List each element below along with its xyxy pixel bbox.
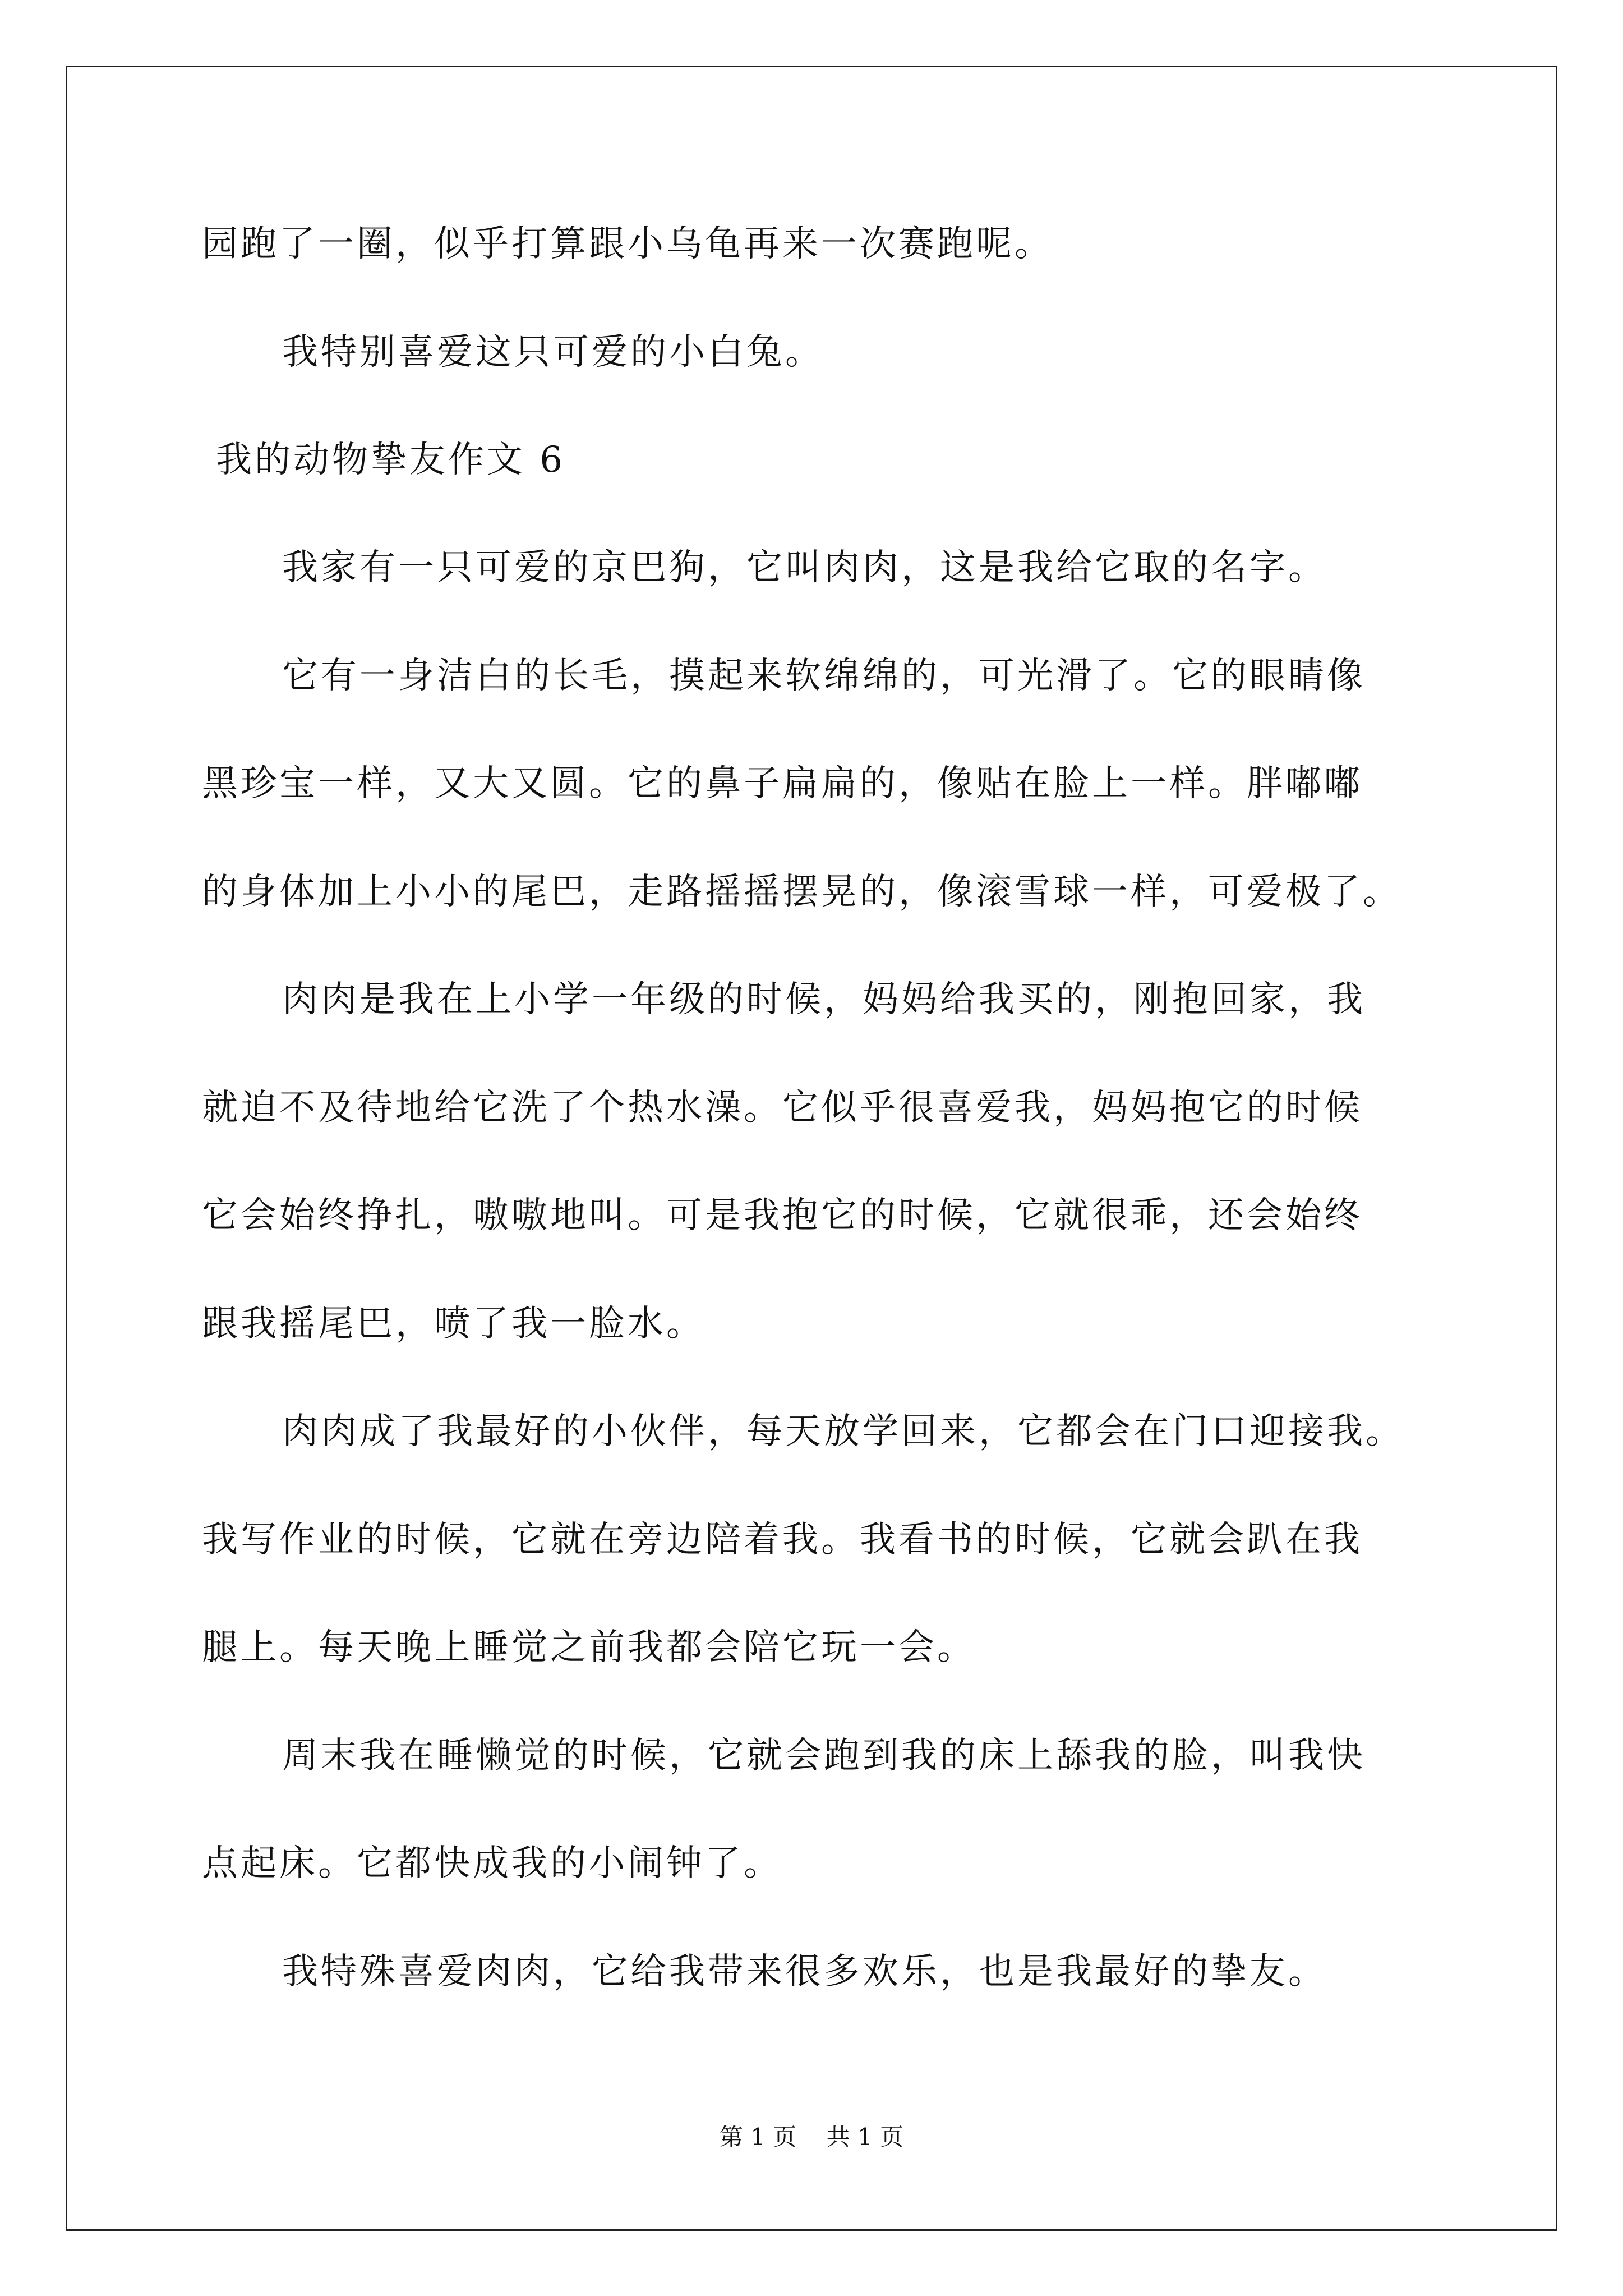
page-frame <box>66 66 1557 2231</box>
text-line: 它有一身洁白的长毛，摸起来软绵绵的，可光滑了。它的眼睛像 <box>282 655 1366 697</box>
text-line: 的身体加上小小的尾巴，走路摇摇摆晃的，像滚雪球一样，可爱极了。 <box>202 871 1401 913</box>
section-heading: 我的动物挚友作文 6 <box>216 439 566 481</box>
text-line: 园跑了一圈，似乎打算跟小乌龟再来一次赛跑呢。 <box>202 223 1053 265</box>
text-line: 点起床。它都快成我的小闹钟了。 <box>202 1843 782 1884</box>
text-line: 我特别喜爱这只可爱的小白兔。 <box>282 332 824 373</box>
text-line: 腿上。每天晚上睡觉之前我都会陪它玩一会。 <box>202 1627 976 1668</box>
text-line: 周末我在睡懒觉的时候，它就会跑到我的床上舔我的脸，叫我快 <box>282 1735 1366 1777</box>
text-line: 黑珍宝一样，又大又圆。它的鼻子扁扁的，像贴在脸上一样。胖嘟嘟 <box>202 763 1363 804</box>
text-line: 我特殊喜爱肉肉，它给我带来很多欢乐，也是我最好的挚友。 <box>282 1951 1327 1993</box>
page-footer: 第 1 页 共 1 页 <box>719 2123 904 2151</box>
text-line: 肉肉是我在上小学一年级的时候，妈妈给我买的，刚抱回家，我 <box>282 979 1366 1020</box>
text-line: 我家有一只可爱的京巴狗，它叫肉肉，这是我给它取的名字。 <box>282 547 1327 588</box>
text-line: 肉肉成了我最好的小伙伴，每天放学回来，它都会在门口迎接我。 <box>282 1411 1404 1452</box>
text-line: 跟我摇尾巴，喷了我一脸水。 <box>202 1303 705 1345</box>
text-line: 我写作业的时候，它就在旁边陪着我。我看书的时候，它就会趴在我 <box>202 1519 1363 1561</box>
text-line: 它会始终挣扎，嗷嗷地叫。可是我抱它的时候，它就很乖，还会始终 <box>202 1195 1363 1236</box>
text-line: 就迫不及待地给它洗了个热水澡。它似乎很喜爱我，妈妈抱它的时候 <box>202 1087 1363 1129</box>
